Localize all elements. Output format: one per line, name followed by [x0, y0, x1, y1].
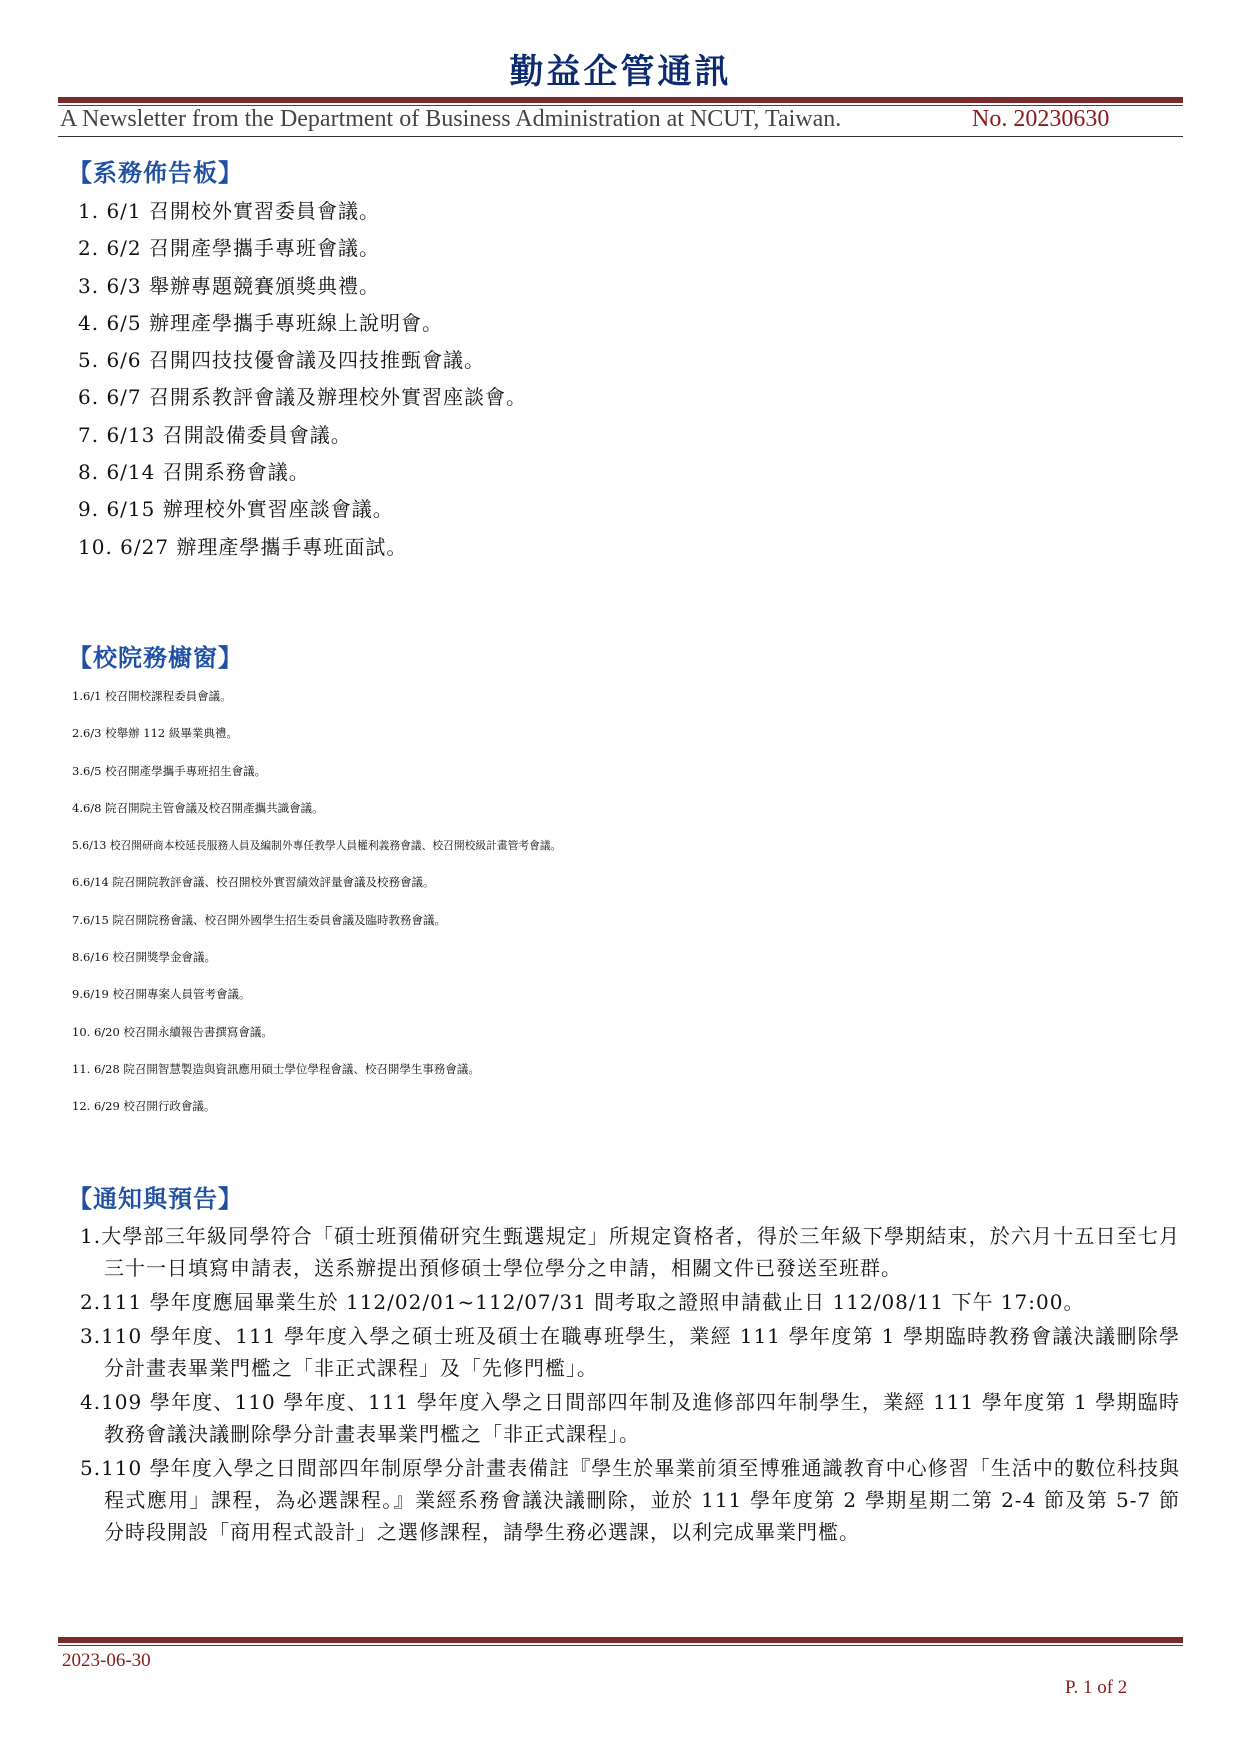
dept-board-section	[70, 154, 1185, 566]
list-item: 6. 6/7 召開系教評會議及辦理校外實習座談會。	[78, 385, 527, 410]
notices-section	[70, 1180, 1185, 1548]
list-item: 5. 6/6 召開四技技優會議及四技推甄會議。	[78, 348, 485, 373]
footer-date: 2023-06-30	[62, 1650, 151, 1671]
section-heading: 【通知與預告】	[68, 1185, 243, 1213]
notice-item: 3.110 學年度、111 學年度入學之碩士班及碩士在職專班學生，業經 111 學年度第 1 學期臨時教務會議決議刪除學分計畫表畢業門檻之「非正式課程」及「先修門檻」。	[80, 1324, 1180, 1380]
footer-rule-thick	[58, 1637, 1183, 1643]
list-item: 8. 6/14 召開系務會議。	[78, 460, 310, 485]
list-item: 10. 6/20 校召開永續報告書撰寫會議。	[72, 1024, 273, 1039]
notice-item: 5.110 學年度入學之日間部四年制原學分計畫表備註『學生於畢業前須至博雅通識教育中心修習「生活中的數位科技與程式應用」課程，為必選課程。』業經系務會議決議刪除，並於 111 學年度第 2 學期星期二第 2-4 節及第 5-7 節分時段開設「商用程式設計」之選修課程，請學生務必選課，以利完成畢業門檻。	[80, 1456, 1180, 1544]
list-item: 4.6/8 院召開院主管會議及校召開產攜共識會議。	[72, 800, 324, 815]
section-heading: 【系務佈告板】	[68, 159, 243, 187]
subtitle-rule	[58, 136, 1183, 137]
school-window-section	[70, 639, 1185, 1126]
list-item: 12. 6/29 校召開行政會議。	[72, 1099, 216, 1114]
list-item: 11. 6/28 院召開智慧製造與資訊應用碩士學位學程會議、校召開學生事務會議。	[72, 1061, 480, 1076]
page-number: P. 1 of 2	[1065, 1677, 1128, 1698]
list-item: 6.6/14 院召開院教評會議、校召開校外實習績效評量會議及校務會議。	[72, 875, 435, 890]
list-item: 9.6/19 校召開專案人員管考會議。	[72, 987, 251, 1002]
list-item: 9. 6/15 辦理校外實習座談會議。	[78, 497, 394, 522]
list-item: 7.6/15 院召開院務會議、校召開外國學生招生委員會議及臨時教務會議。	[72, 912, 446, 927]
list-item: 4. 6/5 辦理產學攜手專班線上說明會。	[78, 310, 443, 335]
list-item: 10. 6/27 辦理產學攜手專班面試。	[78, 534, 408, 559]
list-item: 7. 6/13 召開設備委員會議。	[78, 422, 352, 447]
notice-item: 1.大學部三年級同學符合「碩士班預備研究生甄選規定」所規定資格者，得於三年級下學期結束，於六月十五日至七月三十一日填寫申請表，送系辦提出預修碩士學位學分之申請，相關文件已發送至班群。	[80, 1224, 1180, 1280]
issue-number: No. 20230630	[972, 106, 1110, 132]
list-item: 1. 6/1 召開校外實習委員會議。	[78, 199, 380, 223]
list-item: 5.6/13 校召開研商本校延長服務人員及編制外專任教學人員權利義務會議、校召開校級計畫管考會議。	[72, 839, 562, 853]
footer-rule-thin	[58, 1645, 1183, 1646]
header-rule-thick	[58, 97, 1183, 103]
english-subtitle: A Newsletter from the Department of Business Administration at NCUT, Taiwan.	[60, 106, 842, 132]
list-item: 8.6/16 校召開獎學金會議。	[72, 950, 216, 965]
page-title: 勤益企管通訊	[509, 52, 732, 92]
list-item: 2. 6/2 召開產學攜手專班會議。	[78, 236, 380, 261]
list-item: 3. 6/3 舉辦專題競賽頒獎典禮。	[78, 273, 380, 298]
section-heading: 【校院務櫥窗】	[68, 644, 243, 672]
list-item: 2.6/3 校舉辦 112 級畢業典禮。	[72, 726, 238, 741]
list-item: 1.6/1 校召開校課程委員會議。	[72, 689, 232, 703]
notice-item: 2.111 學年度應屆畢業生於 112/02/01~112/07/31 間考取之證照申請截止日 112/08/11 下午 17:00。	[80, 1290, 1085, 1314]
notice-item: 4.109 學年度、110 學年度、111 學年度入學之日間部四年制及進修部四年制學生，業經 111 學年度第 1 學期臨時教務會議決議刪除學分計畫表畢業門檻之「非正式課程」。	[80, 1390, 1180, 1446]
list-item: 3.6/5 校召開產學攜手專班招生會議。	[72, 763, 267, 778]
subtitle-row	[58, 106, 1183, 136]
